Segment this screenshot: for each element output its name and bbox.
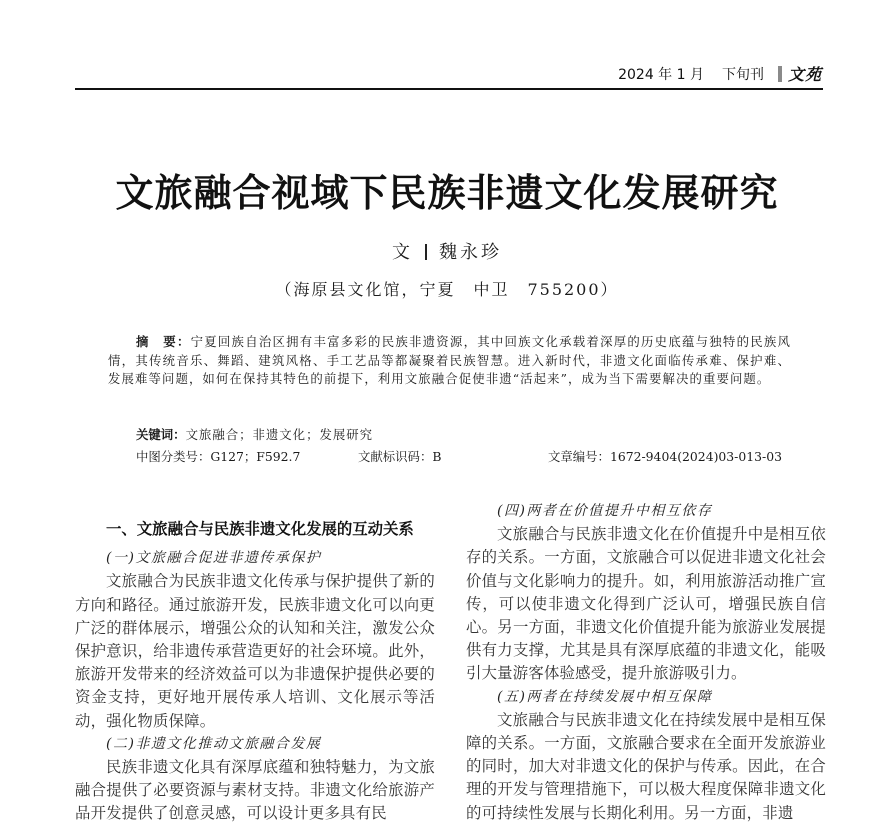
body-paragraph: 文旅融合为民族非遗文化传承与保护提供了新的方向和路径。通过旅游开发，民族非遗文化可以向更广泛的群体展示，增强公众的认知和关注，激发公众保护意识，给非遗传承营造更好的社会环境。此外，旅游开发带来的经济效益可以为非遗保护提供必要的资金支持，更好地开展传承人培训、文化展示等活动，强化物质保障。 [75,572,435,730]
body-paragraph: 文旅融合与民族非遗文化在持续发展中是相互保障的关系。一方面，文旅融合要求在全面开发旅游业的同时，加大对非遗文化的保护与传承。因此，在合理的开发与管理措施下，可以极大程度保障非遗文化的可持续性发展与长期化利用。另一方面，非遗 [466,710,826,822]
subsection-heading: (二)非遗文化推动文旅融合发展 [106,735,322,752]
keywords [136,425,373,443]
keywords-label: 关键词： [136,427,186,442]
keywords-text: 文旅融合；非遗文化；发展研究 [185,427,374,442]
article-number-value: 1672-9404(2024)03-013-03 [609,449,782,464]
article-number [548,447,782,465]
subsection-heading: (五)两者在持续发展中相互保障 [497,688,713,705]
abstract-text: 宁夏回族自治区拥有丰富多彩的民族非遗资源，其中回族文化承载着深厚的历史底蕴与独特的民族风情，其传统音乐、舞蹈、建筑风格、手工艺品等都凝聚着民族智慧。进入新时代，非遗文化面临传承难、保护难、发展难等问题，如何在保持其特色的前提下，利用文旅融合促使非遗“活起来”，成为当下需要解决的重要问题。 [108,334,792,387]
header-rule [75,88,823,90]
clc-value: G127；F592.7 [210,449,301,464]
subsection-heading: (一)文旅融合促进非遗传承保护 [106,550,322,567]
right-column [466,500,826,825]
abstract-label: 摘 要： [136,334,191,349]
issue-period: 下旬刊 [721,66,764,83]
author-separator [425,244,427,260]
section-heading: 一、文旅融合与民族非遗文化发展的互动关系 [106,520,414,538]
running-header [618,62,822,85]
clc-number [136,447,300,465]
clc-label: 中图分类号： [136,449,211,464]
author-line [0,238,894,264]
left-column [75,518,435,826]
header-bar-divider [778,66,782,82]
subsection-heading: (四)两者在价值提升中相互依存 [497,503,713,519]
article-number-label: 文章编号： [548,449,610,464]
body-paragraph: 民族非遗文化具有深厚底蕴和独特魅力，为文旅融合提供了必要资源与素材支持。非遗文化给旅游产品开发提供了创意灵感，可以设计更多具有民 [75,758,435,823]
document-code-value: B [432,449,442,464]
document-code-label: 文献标识码： [358,449,433,464]
article-title: 文旅融合视域下民族非遗文化发展研究 [115,170,779,215]
author-name: 魏永珍 [439,242,502,263]
journal-logo: 文苑 [787,65,822,84]
document-code [358,447,441,465]
author-affiliation: （海原县文化馆，宁夏 中卫 755200） [275,280,619,299]
body-paragraph: 文旅融合与民族非遗文化在价值提升中是相互依存的关系。一方面，文旅融合可以促进非遗文化社会价值与文化影响力的提升。如，利用旅游活动推广宣传，可以使非遗文化得到广泛认可，增强民族自信心。另一方面，非遗文化价值提升能为旅游业发展提供有力支撑，尤其是具有深厚底蕴的非遗文化，能吸引大量游客体验感受，提升旅游吸引力。 [466,525,826,683]
issue-date: 2024 年 1 月 [618,66,704,83]
author-prefix: 文 [392,242,413,263]
abstract [108,333,791,389]
